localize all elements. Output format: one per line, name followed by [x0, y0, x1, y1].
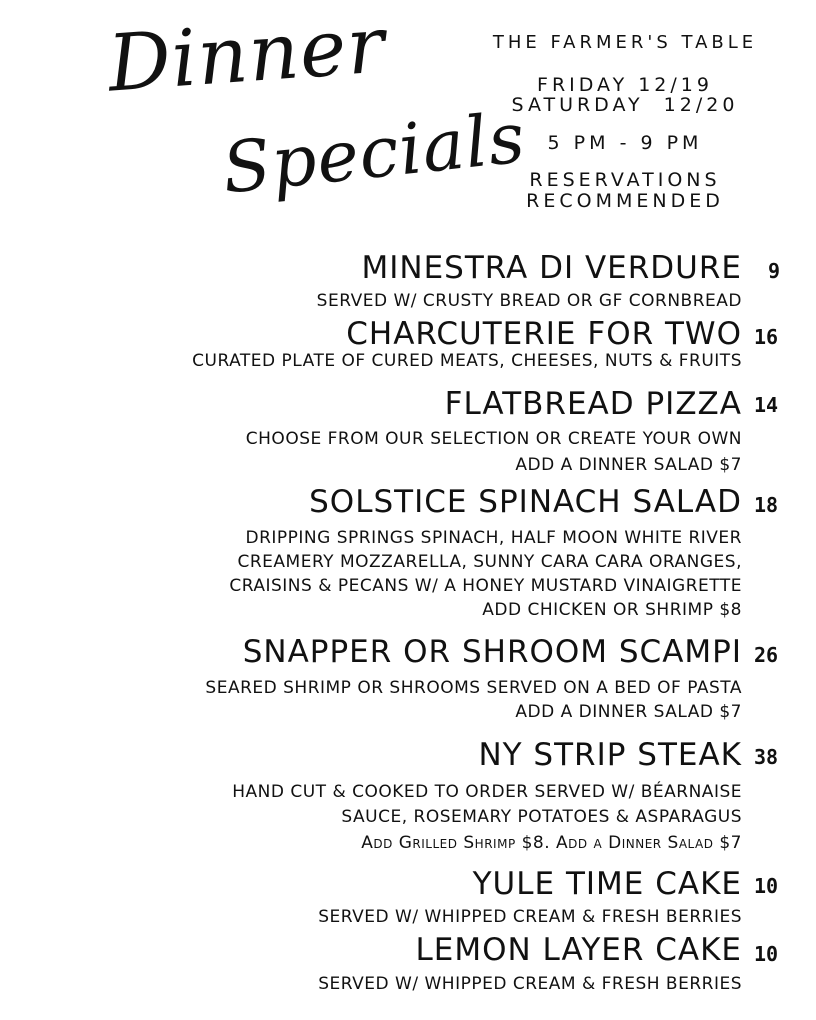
dish-desc-minestra: SERVED W/ CRUSTY BREAD OR GF CORNBREAD	[316, 291, 742, 311]
dish-title-lemon-cake: LEMON LAYER CAKE	[415, 932, 742, 968]
dish-desc-spinach-salad-3: CRAISINS & PECANS W/ A HONEY MUSTARD VINAIGRETTE	[229, 576, 742, 596]
dish-title-minestra: MINESTRA DI VERDURE	[361, 250, 742, 286]
dish-desc-ny-strip-2: SAUCE, ROSEMARY POTATOES & ASPARAGUS	[341, 807, 742, 827]
dish-desc-flatbread-2: ADD A DINNER SALAD $7	[515, 455, 742, 475]
dish-title-spinach-salad: SOLSTICE SPINACH SALAD	[309, 484, 742, 520]
dish-desc-spinach-salad-1: DRIPPING SPRINGS SPINACH, HALF MOON WHITE RIVER	[245, 528, 742, 548]
restaurant-name: THE FARMER'S TABLE	[492, 32, 758, 53]
dish-desc-scampi-2: ADD A DINNER SALAD $7	[515, 702, 742, 722]
dish-price-minestra: 9	[768, 259, 781, 283]
date-friday: FRIDAY 12/19	[537, 74, 713, 96]
dish-price-lemon-cake: 10	[754, 942, 779, 966]
dish-desc-yule-cake: SERVED W/ WHIPPED CREAM & FRESH BERRIES	[318, 907, 742, 927]
menu-title-specials: Specials	[218, 96, 530, 210]
dish-title-charcuterie: CHARCUTERIE FOR TWO	[346, 316, 742, 352]
dish-price-flatbread: 14	[754, 393, 779, 417]
reservations-note-line1: RESERVATIONS	[529, 169, 721, 191]
dish-price-scampi: 26	[754, 643, 779, 667]
dish-title-scampi: SNAPPER OR SHROOM SCAMPI	[242, 634, 742, 670]
dish-desc-flatbread-1: CHOOSE FROM OUR SELECTION OR CREATE YOUR OWN	[245, 429, 742, 449]
dish-title-ny-strip: NY STRIP STEAK	[478, 737, 742, 773]
dish-price-yule-cake: 10	[754, 874, 779, 898]
dish-title-yule-cake: YULE TIME CAKE	[472, 866, 742, 902]
dish-price-ny-strip: 38	[754, 745, 779, 769]
dish-desc-spinach-salad-4: ADD CHICKEN OR SHRIMP $8	[482, 600, 742, 620]
dish-price-spinach-salad: 18	[754, 493, 779, 517]
dish-desc-ny-strip-3: Add Grilled Shrimp $8. Add a Dinner Salad $7	[361, 833, 742, 853]
dish-price-charcuterie: 16	[754, 325, 779, 349]
menu-title-dinner: Dinner	[105, 0, 389, 110]
dish-title-flatbread: FLATBREAD PIZZA	[444, 386, 742, 422]
dish-desc-ny-strip-1: HAND CUT & COOKED TO ORDER SERVED W/ BÉARNAISE	[232, 782, 742, 802]
dish-desc-charcuterie: CURATED PLATE OF CURED MEATS, CHEESES, NUTS & FRUITS	[192, 351, 742, 371]
dish-desc-lemon-cake: SERVED W/ WHIPPED CREAM & FRESH BERRIES	[318, 974, 742, 994]
date-saturday: SATURDAY 12/20	[511, 94, 739, 116]
service-hours: 5 PM - 9 PM	[547, 132, 703, 154]
reservations-note-line2: RECOMMENDED	[526, 190, 724, 212]
dish-desc-scampi-1: SEARED SHRIMP OR SHROOMS SERVED ON A BED OF PASTA	[205, 678, 742, 698]
dish-desc-spinach-salad-2: CREAMERY MOZZARELLA, SUNNY CARA CARA ORANGES,	[237, 552, 742, 572]
